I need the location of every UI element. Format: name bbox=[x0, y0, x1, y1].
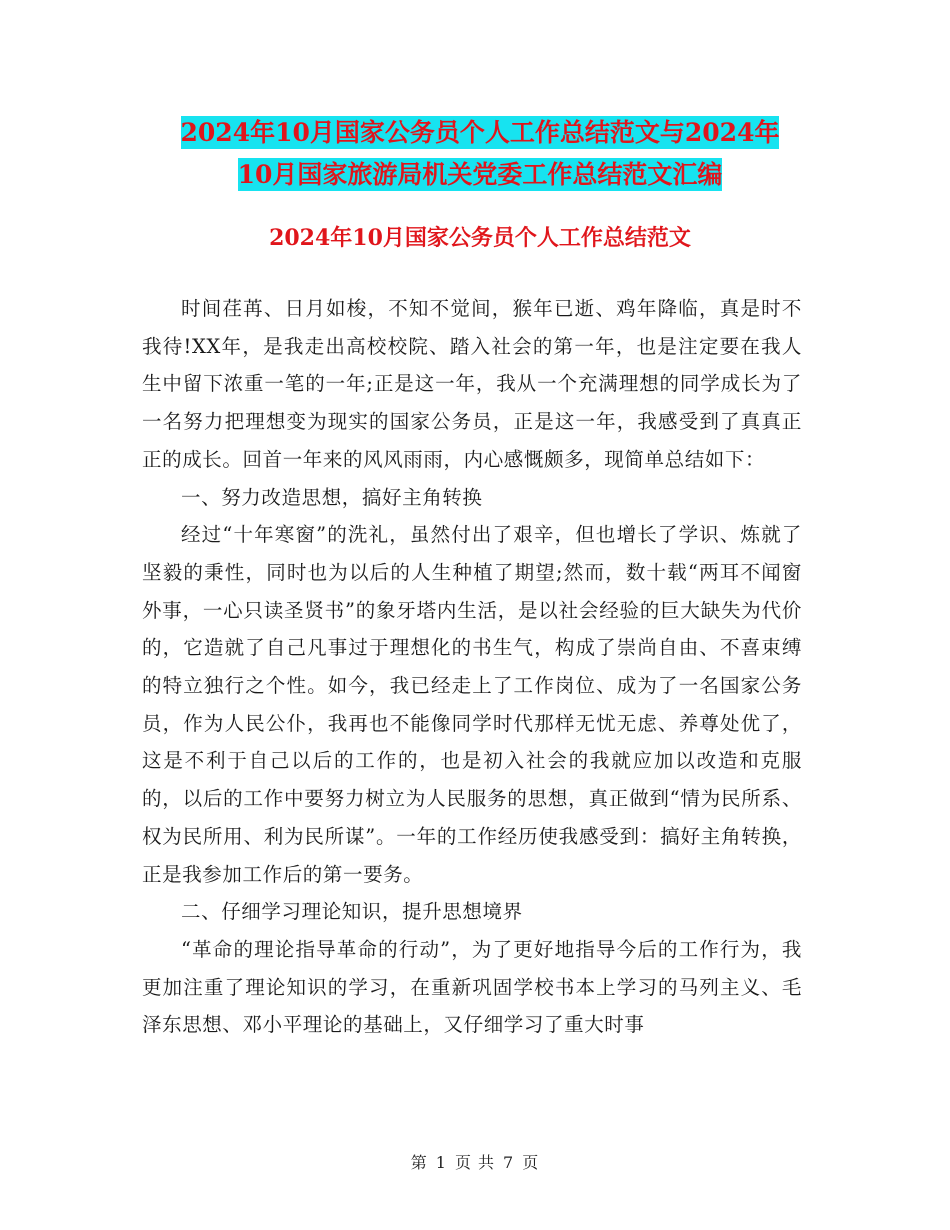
paragraph-2: “革命的理论指导革命的行动”，为了更好地指导今后的工作行为，我更加注重了理论知识的学习，在重新巩固学校书本上学习的马列主义、毛泽东思想、邓小平理论的基础上，又仔细学习了重大时事 bbox=[142, 937, 802, 1037]
paragraph-intro: 时间荏苒、日月如梭，不知不觉间，猴年已逝、鸡年降临，真是时不我待!XX年，是我走出高校校院、踏入社会的第一年，也是注定要在我人生中留下浓重一笔的一年;正是这一年，我从一个充满理想的同学成长为了一名努力把理想变为现实的国家公务员，正是这一年，我感受到了真真正正的成长。回首一年来的风风雨雨，内心感慨颇多，现简单总结如下： bbox=[142, 297, 802, 471]
footer-page-number: 1 bbox=[435, 1153, 447, 1172]
document-title-line-2: 10月国家旅游局机关党委工作总结范文汇编 bbox=[237, 160, 723, 189]
document-body bbox=[142, 290, 802, 1044]
heading-1: 一、努力改造思想，搞好主角转换 bbox=[181, 485, 483, 509]
footer-total-pages: 7 bbox=[503, 1153, 515, 1172]
page-footer bbox=[0, 1150, 950, 1173]
footer-prefix: 第 bbox=[410, 1153, 428, 1172]
section-title: 2024年10月国家公务员个人工作总结范文 bbox=[269, 225, 691, 251]
footer-suffix: 页 bbox=[522, 1153, 540, 1172]
paragraph-1: 经过“十年寒窗”的洗礼，虽然付出了艰辛，但也增长了学识、炼就了坚毅的秉性，同时也为以后的人生种植了期望;然而，数十载“两耳不闻窗外事，一心只读圣贤书”的象牙塔内生活，是以社会经验的巨大缺失为代价的，它造就了自己凡事过于理想化的书生气，构成了崇尚自由、不喜束缚的特立独行之个性。如今，我已经走上了工作岗位、成为了一名国家公务员，作为人民公仆，我再也不能像同学时代那样无忧无虑、养尊处优了，这是不利于自己以后的工作的，也是初入社会的我就应加以改造和克服的，以后的工作中要努力树立为人民服务的思想，真正做到“情为民所系、权为民所用、利为民所谋”。一年的工作经历使我感受到：搞好主角转换，正是我参加工作后的第一要务。 bbox=[142, 523, 802, 886]
heading-2: 二、仔细学习理论知识，提升思想境界 bbox=[181, 900, 523, 924]
document-title-line-1: 2024年10月国家公务员个人工作总结范文与2024年 bbox=[180, 118, 780, 147]
footer-mid: 页 共 bbox=[454, 1153, 496, 1172]
document-title bbox=[140, 112, 820, 196]
